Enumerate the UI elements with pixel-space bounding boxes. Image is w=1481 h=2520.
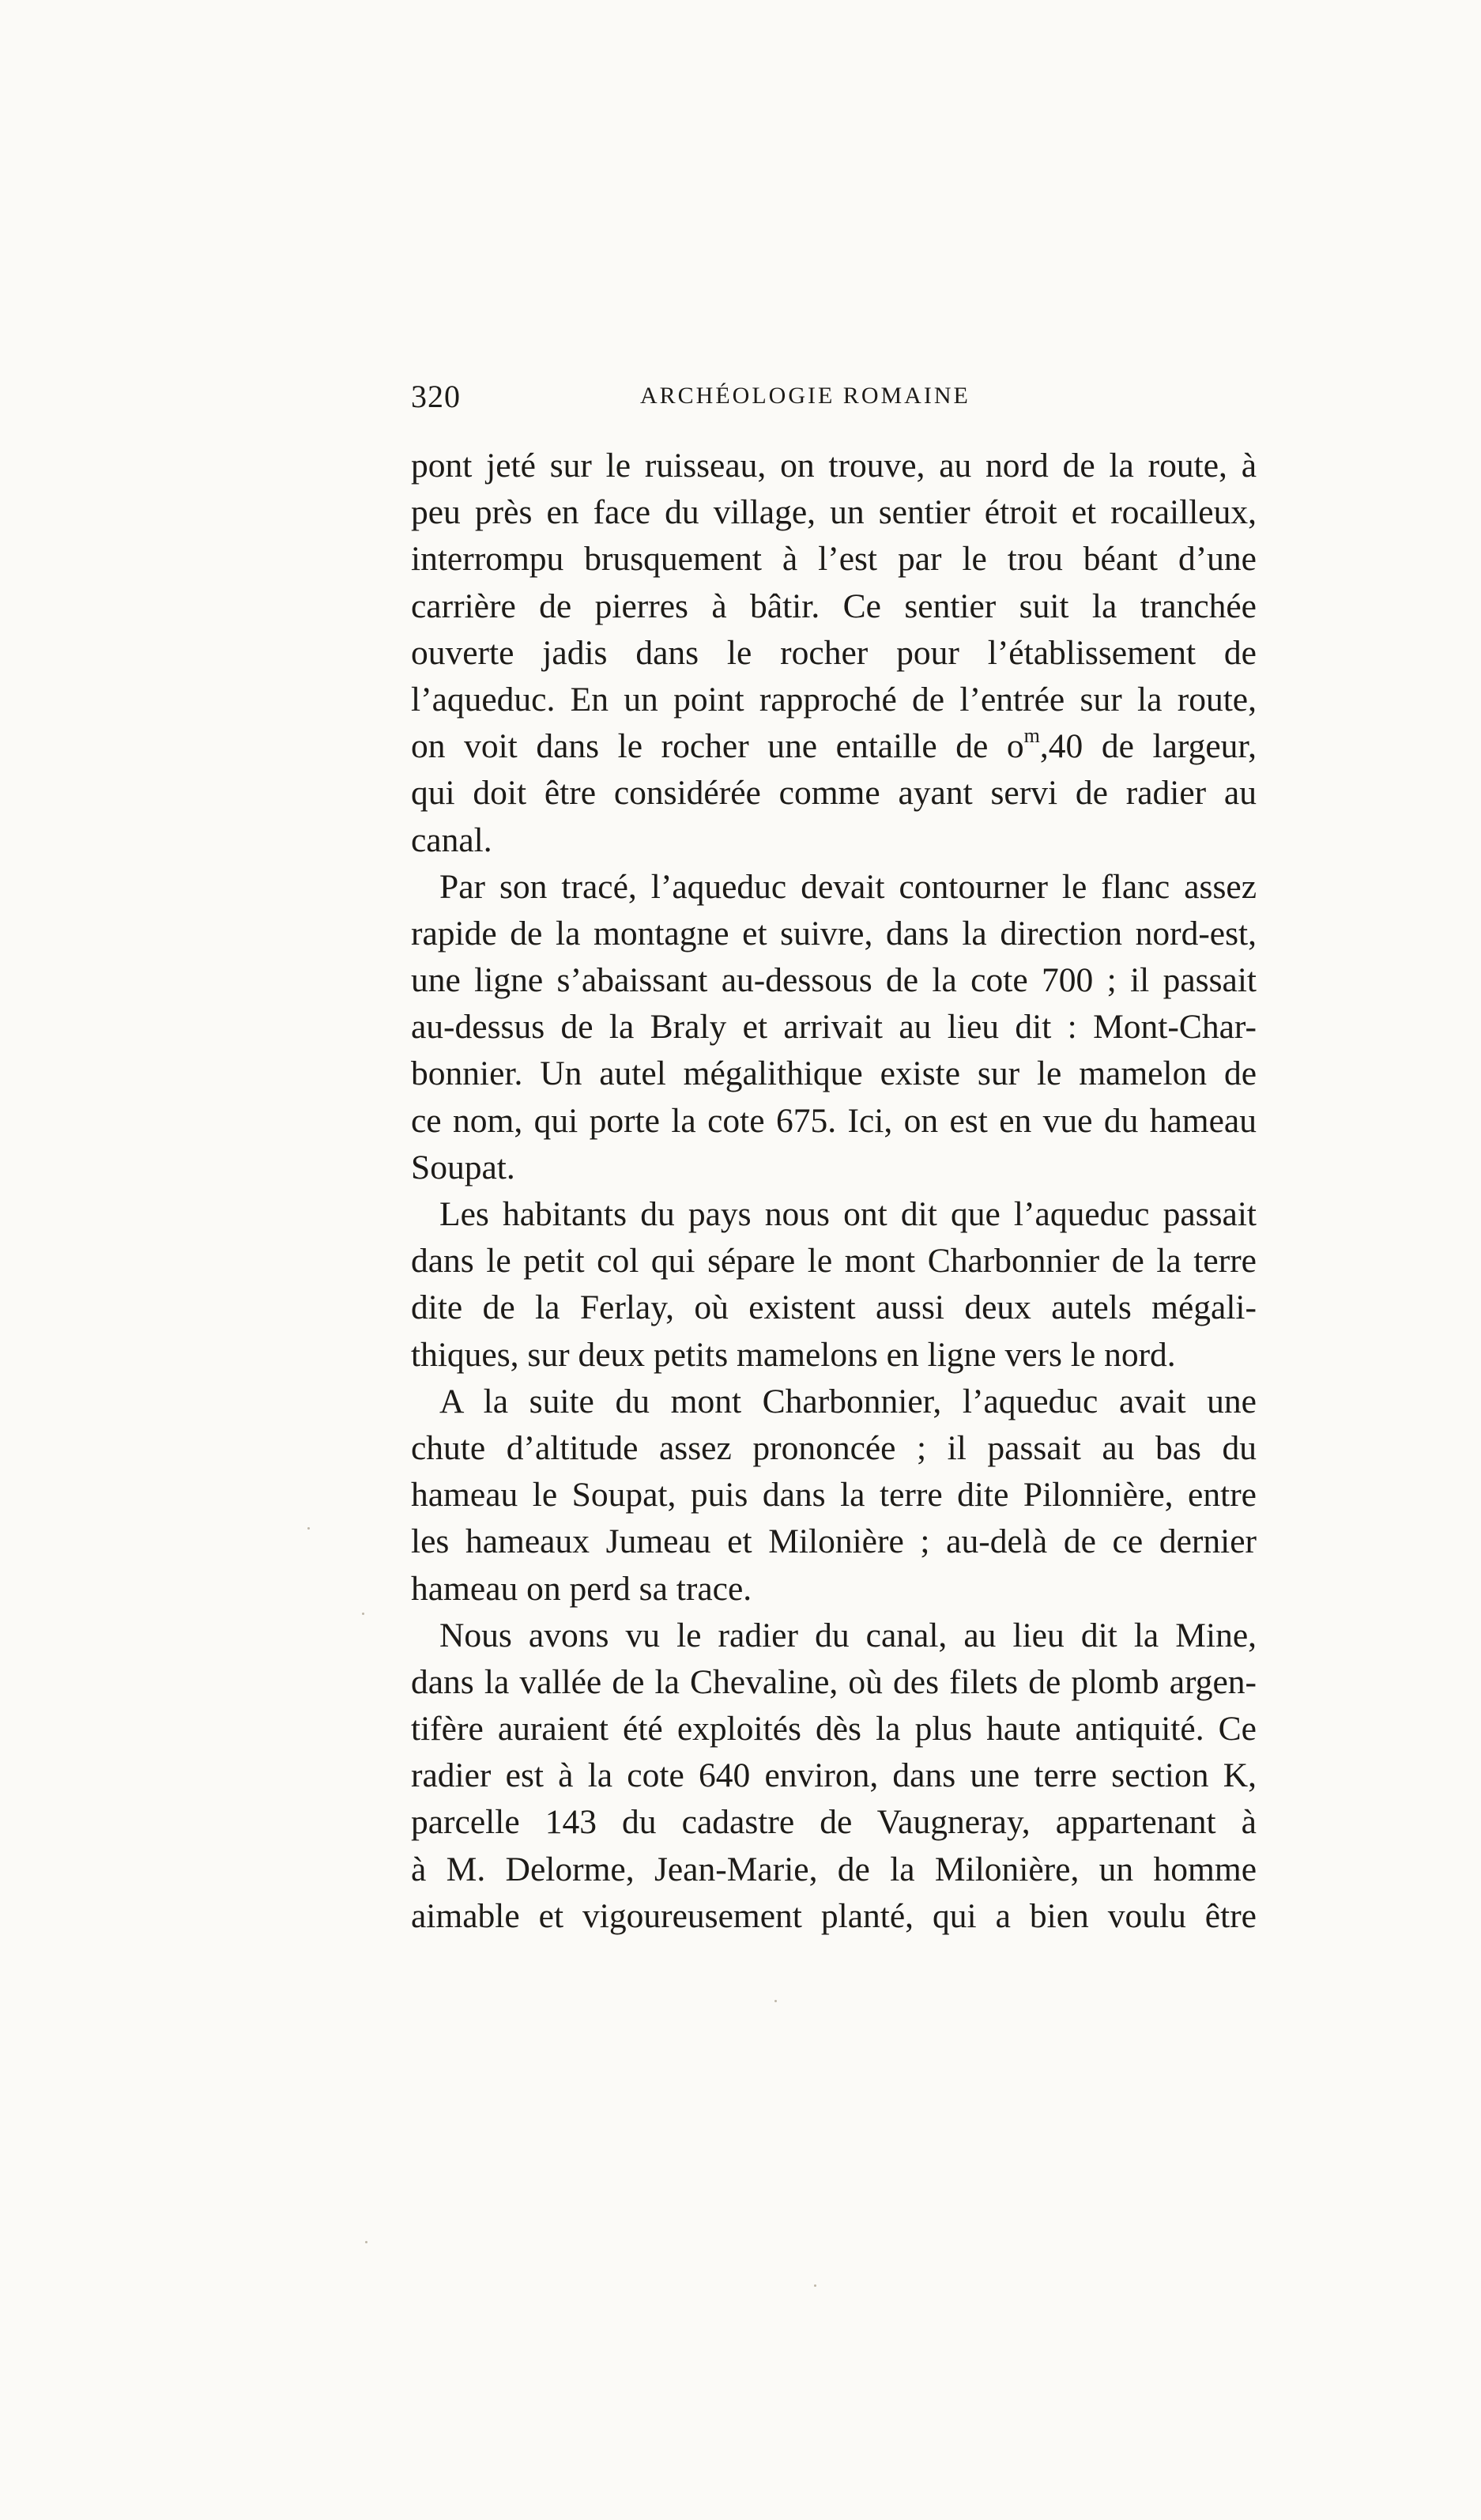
text-line: au-dessus de la Braly et arrivait au lieu dit : Mont-Char- — [411, 1008, 1257, 1047]
text-line: Par son tracé, l’aqueduc devait contourner le flanc assez — [439, 867, 1257, 906]
text-line: dite de la Ferlay, où existent aussi deux autels mégali- — [411, 1288, 1257, 1327]
text-line: bonnier. Un autel mégalithique existe sur le mamelon de — [411, 1054, 1257, 1093]
superscript-meter: m — [1023, 723, 1040, 747]
text-line: A la suite du mont Charbonnier, l’aqueduc avait une — [439, 1382, 1257, 1420]
text-line: ce nom, qui porte la cote 675. Ici, on est en vue du hameau — [411, 1101, 1257, 1140]
text-line: Soupat. — [411, 1148, 515, 1186]
text-line — [411, 723, 1257, 770]
text-line: hameau le Soupat, puis dans la terre dite Pilonnière, entre — [411, 1476, 1257, 1515]
text-line: pont jeté sur le ruisseau, on trouve, au nord de la route, à — [411, 447, 1257, 485]
text-line: ouverte jadis dans le rocher pour l’établissement de — [411, 633, 1257, 672]
text-line: peu près en face du village, un sentier étroit et rocailleux, — [411, 493, 1257, 532]
text-line-part: on voit dans le rocher une entaille de o — [411, 727, 1024, 766]
text-line: à M. Delorme, Jean-Marie, de la Milonière, un homme — [411, 1850, 1257, 1888]
text-line: rapide de la montagne et suivre, dans la direction nord-est, — [411, 914, 1257, 953]
text-line: interrompu brusquement à l’est par le trou béant d’une — [411, 540, 1257, 579]
text-line: parcelle 143 du cadastre de Vaugneray, appartenant à — [411, 1803, 1257, 1842]
text-line: radier est à la cote 640 environ, dans une terre section K, — [411, 1756, 1257, 1795]
running-head — [411, 378, 1241, 425]
text-line: Les habitants du pays nous ont dit que l’aqueduc passait — [439, 1195, 1257, 1233]
running-title: ARCHÉOLOGIE ROMAINE — [640, 383, 970, 409]
paper-speck — [774, 2000, 777, 2002]
text-line: Nous avons vu le radier du canal, au lieu dit la Mine, — [439, 1616, 1257, 1654]
text-line: dans la vallée de la Chevaline, où des filets de plomb argen- — [411, 1662, 1257, 1701]
text-line: dans le petit col qui sépare le mont Charbonnier de la terre — [411, 1242, 1257, 1281]
paper-speck — [814, 2284, 816, 2287]
text-line: les hameaux Jumeau et Milonière ; au-delà de ce dernier — [411, 1522, 1257, 1561]
paper-speck — [365, 2241, 367, 2243]
paper-speck — [362, 1613, 364, 1615]
text-line: une ligne s’abaissant au-dessous de la cote 700 ; il passait — [411, 961, 1257, 1000]
text-line: canal. — [411, 821, 492, 859]
text-line: hameau on perd sa trace. — [411, 1569, 752, 1608]
text-line: thiques, sur deux petits mamelons en ligne vers le nord. — [411, 1335, 1176, 1374]
text-line: l’aqueduc. En un point rapproché de l’entrée sur la route, — [411, 680, 1257, 719]
text-line: tifère auraient été exploités dès la plus haute antiquité. Ce — [411, 1710, 1257, 1749]
text-line: chute d’altitude assez prononcée ; il passait au bas du — [411, 1428, 1257, 1467]
page-number: 320 — [411, 379, 461, 414]
text-line: carrière de pierres à bâtir. Ce sentier suit la tranchée — [411, 587, 1257, 625]
paper-speck — [307, 1527, 310, 1530]
text-line: qui doit être considérée comme ayant servi de radier au — [411, 774, 1257, 813]
text-line-part: ,40 de largeur, — [1039, 727, 1257, 766]
text-line: aimable et vigoureusement planté, qui a bien voulu être — [411, 1896, 1257, 1935]
body-text — [411, 443, 1257, 1940]
